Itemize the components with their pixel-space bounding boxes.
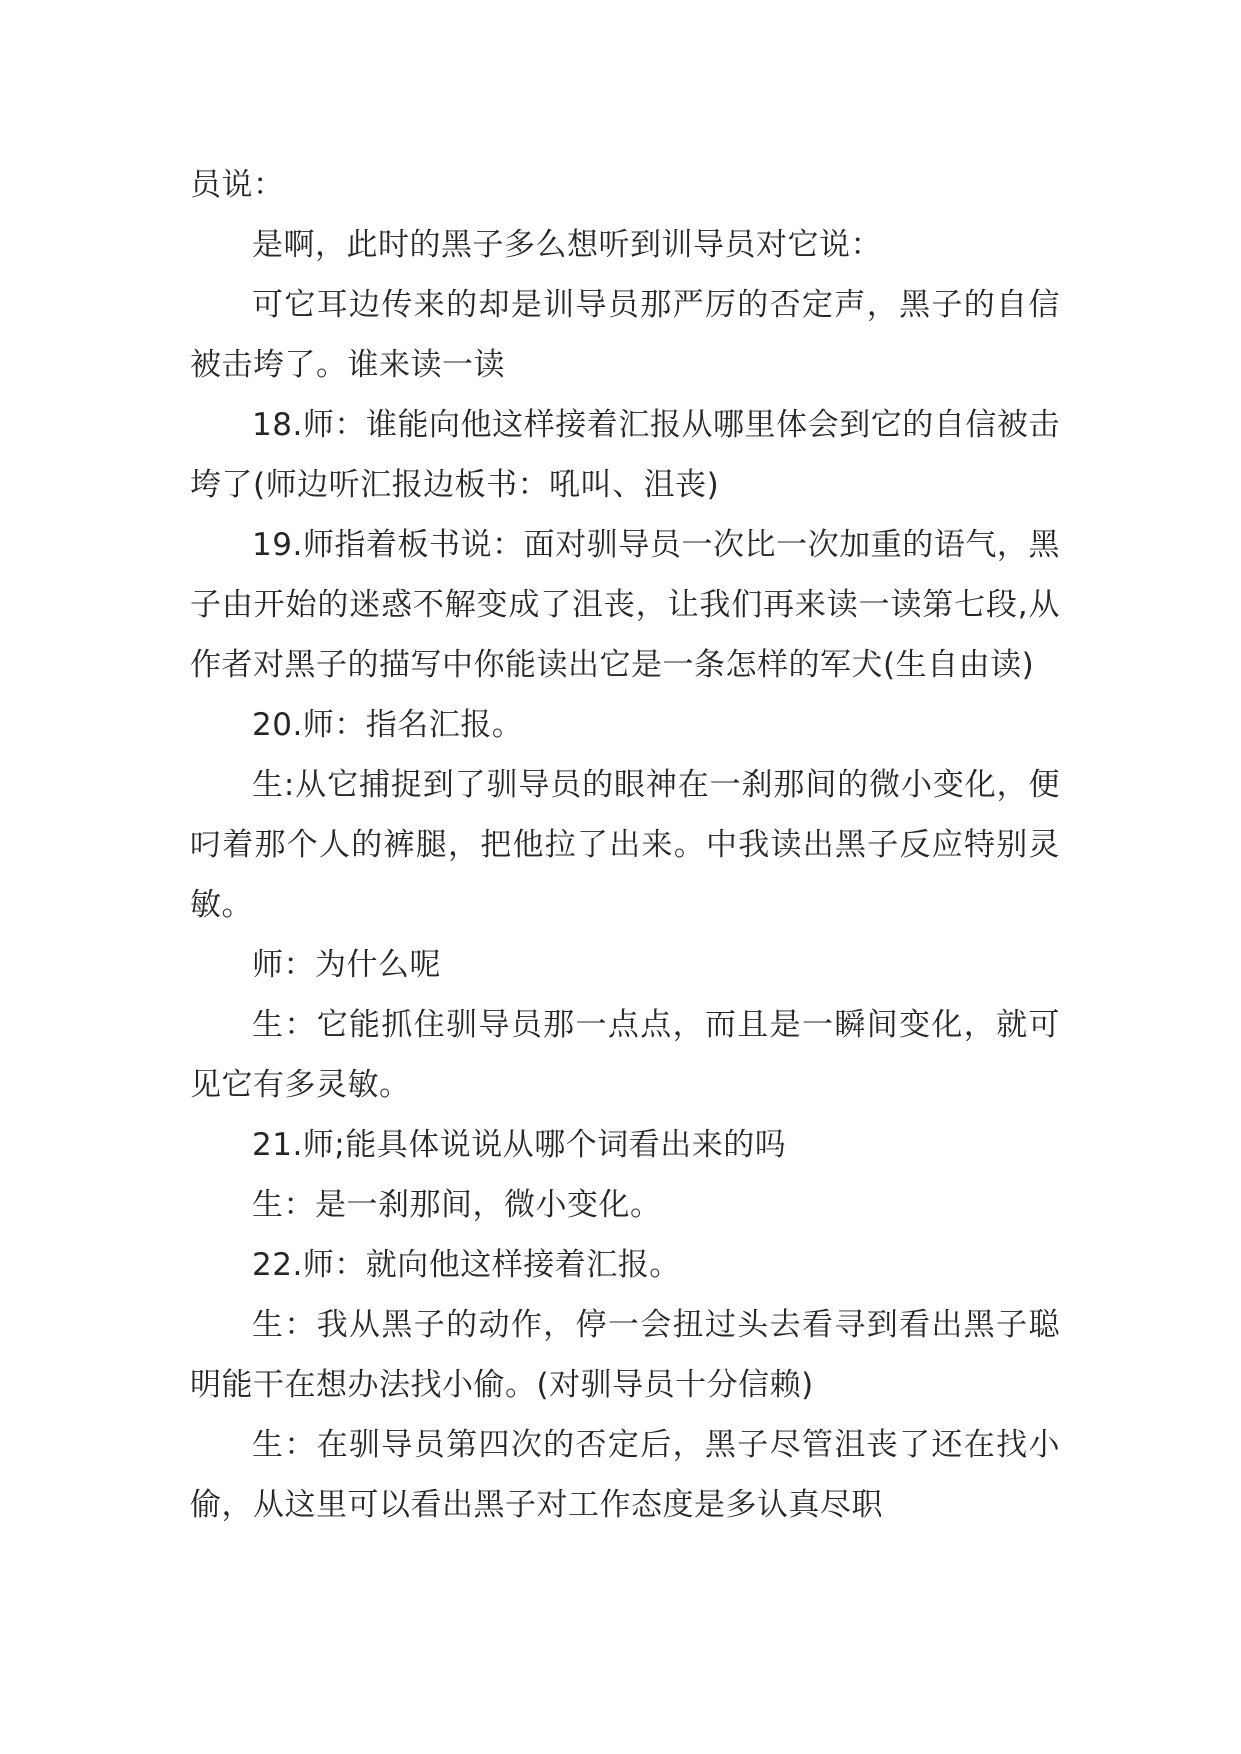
paragraph: 师：为什么呢 bbox=[252, 947, 441, 983]
body-text bbox=[190, 155, 1060, 1535]
paragraph: 20.师：指名汇报。 bbox=[252, 707, 524, 743]
paragraph: 生：在驯导员第四次的否定后，黑子尽管沮丧了还在找小偷，从这里可以看出黑子对工作态度是多认真尽职 bbox=[190, 1427, 1060, 1523]
paragraph: 18.师：谁能向他这样接着汇报从哪里体会到它的自信被击垮了(师边听汇报边板书：吼叫、沮丧) bbox=[190, 407, 1060, 503]
paragraph: 生：是一刹那间，微小变化。 bbox=[252, 1187, 662, 1223]
paragraph: 是啊，此时的黑子多么想听到训导员对它说： bbox=[252, 227, 882, 263]
paragraph: 21.师;能具体说说从哪个词看出来的吗 bbox=[252, 1127, 787, 1163]
paragraph: 员说： bbox=[190, 167, 285, 203]
paragraph: 可它耳边传来的却是训导员那严厉的否定声，黑子的自信被击垮了。谁来读一读 bbox=[190, 287, 1060, 383]
paragraph: 生：它能抓住驯导员那一点点，而且是一瞬间变化，就可见它有多灵敏。 bbox=[190, 1007, 1060, 1103]
paragraph: 19.师指着板书说：面对驯导员一次比一次加重的语气，黑子由开始的迷惑不解变成了沮丧，让我们再来读一读第七段,从作者对黑子的描写中你能读出它是一条怎样的军犬(生自由读) bbox=[190, 527, 1060, 683]
paragraph: 22.师：就向他这样接着汇报。 bbox=[252, 1247, 681, 1283]
paragraph: 生：我从黑子的动作，停一会扭过头去看寻到看出黑子聪明能干在想办法找小偷。(对驯导员十分信赖) bbox=[190, 1307, 1060, 1403]
paragraph: 生:从它捕捉到了驯导员的眼神在一刹那间的微小变化，便叼着那个人的裤腿，把他拉了出来。中我读出黑子反应特别灵敏。 bbox=[190, 767, 1060, 923]
